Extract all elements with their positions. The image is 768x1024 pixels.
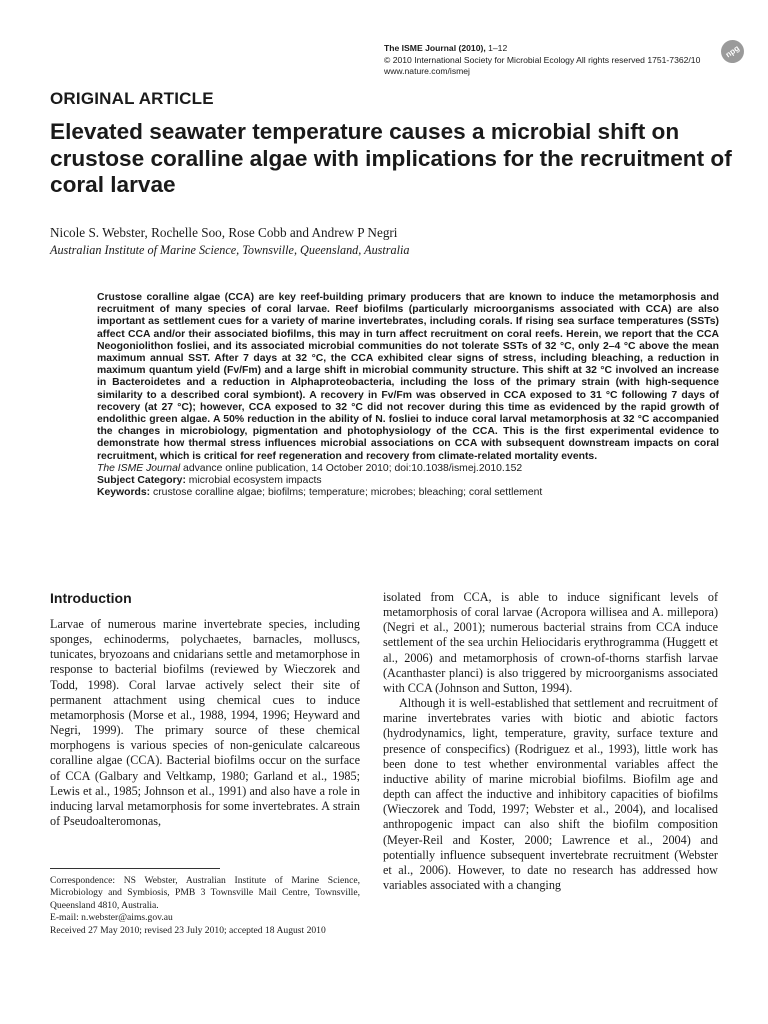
journal-pages: 1–12 — [488, 43, 508, 53]
intro-left-text — [50, 617, 360, 829]
author-affiliation: Australian Institute of Marine Science, Townsville, Queensland, Australia — [50, 243, 410, 257]
subject-category-label: Subject Category: — [97, 475, 186, 487]
subject-category-value: microbial ecosystem impacts — [185, 475, 322, 487]
journal-url[interactable]: www.nature.com/ismej — [384, 66, 470, 76]
introduction-heading: Introduction — [50, 590, 132, 606]
npg-logo: npg — [716, 35, 748, 67]
publication-info — [97, 463, 719, 475]
keywords-label: Keywords: — [97, 487, 151, 499]
received-dates: Received 27 May 2010; revised 23 July 2010; accepted 18 August 2010 — [50, 924, 326, 936]
keywords-value: crustose coralline algae; biofilms; temperature; microbes; bleaching; coral settlement — [150, 487, 543, 499]
abstract — [97, 292, 719, 499]
article-title: Elevated seawater temperature causes a microbial shift on crustose coralline algae with implications for the recruitment of coral larvae — [50, 119, 732, 197]
publication-details: advance online publication, 14 October 2010; doi:10.1038/ismej.2010.152 — [180, 462, 523, 474]
copyright-line: © 2010 International Society for Microbial Ecology All rights reserved 1751-7362/10 — [384, 54, 701, 65]
abstract-text: Crustose coralline algae (CCA) are key reef-building primary producers that are known to induce the metamorphosis and recruitment of many species of coral larvae. Reef biofilms (particularly microorganisms associated with CCA) are also important as settlement cues for a variety of marine invertebrates, including corals. If rising sea surface temperatures (SSTs) affect CCA and/or their associated biofilms, this may in turn affect recruitment on coral reefs. Herein, we report that the CCA Neogoniolithon fosliei, and its associated microbial communities do not tolerate SSTs of 32 °C, only 2–4 °C above the mean maximum annual SST. After 7 days at 32 °C, the CCA exhibited clear signs of stress, including bleaching, a reduction in maximum quantum yield (Fv/Fm) and a large shift in microbial community structure. This shift at 32 °C involved an increase in Bacteroidetes and a reduction in Alphaproteobacteria, including the loss of the primary strain (with high-sequence similarity to a described coral symbiont). A recovery in Fv/Fm was observed in CCA exposed to 31 °C following 7 days of recovery (at 27 °C); however, CCA exposed to 32 °C did not recover during this time as evidenced by the rapid growth of endolithic green algae. A 50% reduction in the ability of N. fosliei to induce coral larval metamorphosis at 32 °C accompanied the changes in microbiology, pigmentation and photophysiology of the CCA. This is the first experimental evidence to demonstrate how thermal stress influences microbial associations on CCA with subsequent downstream impacts on coral recruitment, which is critical for reef regeneration and recovery from climate-related mortality events. — [97, 292, 719, 462]
keywords — [97, 487, 719, 499]
author-list: Nicole S. Webster, Rochelle Soo, Rose Cobb and Andrew P Negri — [50, 225, 398, 240]
intro-paragraph-2: Although it is well-established that settlement and recruitment of marine invertebrates varies with biotic and abiotic factors (hydrodynamics, light, temperature, gravity, surface texture and presence of conspecifics) (Rodriguez et al., 1993), little work has been done to test whether environmental variables affect the inductive ability of marine microbial biofilms. Biofilm age and depth can affect the inductive and inhibitory capacities of biofilms (Wieczorek and Todd, 1997; Webster et al., 2004), and localised anthropogenic impact can also shift the biofilm composition (Meyer-Reil and Koster, 2000; Lawrence et al., 2004) and potentially influence subsequent invertebrate recruitment (Webster et al., 2006). However, to date no research has addressed how variables associated with a changing — [383, 696, 718, 892]
subject-category — [97, 475, 719, 487]
journal-header — [384, 43, 714, 78]
right-column — [383, 590, 718, 893]
footnote — [50, 868, 360, 937]
journal-citation — [384, 43, 714, 55]
intro-paragraph-1-continued: isolated from CCA, is able to induce significant levels of metamorphosis of coral larvae (Acropora willisea and A. millepora) (Negri et al., 2001); numerous bacterial strains from CCA induce settlement of the sea urchin Heliocidaris erythrogramma (Huggett et al., 2006) and metamorphosis of crown-of-thorns starfish larvae (Acanthaster planci) is also triggered by microorganisms associated with CCA (Johnson and Sutton, 1994). — [383, 590, 718, 695]
journal-title: The ISME Journal (2010), — [384, 43, 486, 53]
footnote-divider — [50, 868, 220, 869]
publication-journal: The ISME Journal — [97, 462, 181, 474]
correspondence-email[interactable]: E-mail: n.webster@aims.gov.au — [50, 912, 173, 924]
article-type: ORIGINAL ARTICLE — [50, 89, 214, 108]
intro-paragraph-1: Larvae of numerous marine invertebrate species, including sponges, echinoderms, polychaetes, barnacles, molluscs, tunicates, bryozoans and cnidarians settle and metamorphose in response to bacterial biofilms (reviewed by Wieczorek and Todd, 1998). Coral larvae actively select their site of permanent attachment using chemical cues to induce metamorphosis (Morse et al., 1988, 1994, 1996; Heyward and Negri, 1999). The primary source of these chemical morphogens is various species of non-geniculate calcareous coralline algae (CCA). Bacterial biofilms occur on the surface of CCA (Galbary and Veltkamp, 1980; Garland et al., 1985; Lewis et al., 1985; Johnson et al., 1991) and also have a role in inducing larval metamorphosis for some invertebrates. A strain of Pseudoalteromonas, — [50, 617, 361, 829]
correspondence: Correspondence: NS Webster, Australian Institute of Marine Science, Microbiology and Symbiosis, PMB 3 Townsville Mail Centre, Townsville, Queensland 4810, Australia. — [50, 875, 360, 911]
